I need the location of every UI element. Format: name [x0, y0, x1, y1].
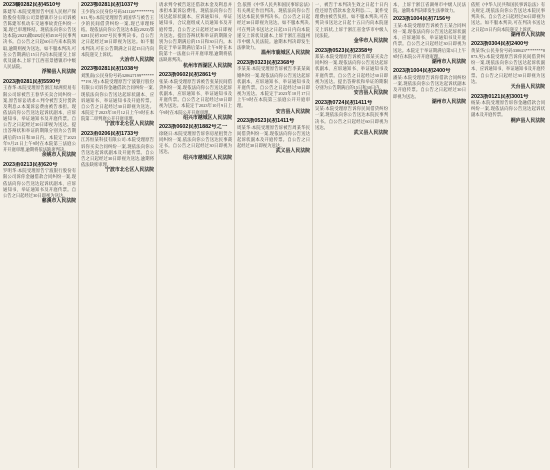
notice-body: 江苏恒某科技有限公司:本院受理原告诉你买卖合同纠纷一案,现依法向你公告送达起诉状副本及开庭传票。自公告之日起经过30日即视为送达,逾期将依法缺席审理。	[81, 137, 154, 168]
notice-court-signature: 绍兴市越城区人民法院	[183, 155, 232, 161]
court-notice	[81, 2, 154, 64]
notice-body: 一、被告于本判决生效之日起十日内偿还原告借款本金及利息;二、案件受理费由被告负担。如不服本判决,可在判决书送达之日起十五日内向本院递交上诉状,上诉于浙江省金华市中级人民法院。	[315, 2, 388, 38]
notice-body: 吴某:本院受理原告诉你民间借贷纠纷一案,现依法向你公告送达本院民事判决书。自公告之日起经过60日即视为送达。	[315, 106, 388, 130]
court-notice	[471, 94, 545, 126]
notice-body: 徐晓日:本院受理原告诉你房屋租赁合同纠纷一案,依法向你公告送达民事裁定书。自公告之日起经过30日即视为送达。	[159, 130, 232, 155]
court-notice	[159, 2, 232, 70]
notice-body: 杨某:本院受理原告诉你金融借款合同纠纷一案,现依法向你公告送达起诉状副本及开庭传票。	[471, 100, 545, 118]
notice-body: 刘凯南(公民身份号码320627199********191,男):本院受理原告宁波银行股份有限公司诉你金融借款合同纠纷一案,现依法向你公告送达起诉状副本、应诉通知书、举证通知书及开庭传票。自公告之日起经过30日即视为送达。本院定于2023年10月12日上午9时在本院第二审判庭公开开庭审理。	[81, 73, 154, 122]
notice-court-signature: 武义县人民法院	[353, 130, 388, 136]
notice-court-signature: 桐庐县人民法院	[510, 118, 545, 124]
notice-case-number: 2023浙1004民初7156号	[393, 16, 451, 23]
notice-court-signature: 慈溪市人民法院	[41, 199, 76, 205]
notice-body: 会,依照《中华人民共和国民事诉讼法》有关规定作出判决。现依法向你公告送达本院民事判决书。自公告之日起经过30日即视为送达。如不服本判决,可在判决书送达之日起15日内向本院递交上诉状及副本,上诉于浙江省温州市中级人民法院。逾期本判决即发生法律效力。	[237, 2, 310, 51]
notice-court-signature: 湖州市人民法院	[431, 99, 466, 105]
column-1	[1, 2, 79, 468]
column-2	[79, 2, 157, 468]
notice-court-signature: 宁波市北仑区人民法院	[105, 122, 154, 128]
court-notice	[81, 66, 154, 128]
notice-case-number: 2023浙0523民初1411号	[237, 118, 295, 125]
notice-court-signature: 安吉县人民法院	[275, 109, 310, 115]
notice-court-signature: 金华市人民法院	[353, 38, 388, 44]
notice-case-number: 2023浙0602民初1882号之一	[159, 124, 228, 131]
court-notice	[471, 2, 545, 39]
notice-body: 周某华:本院受理原告诉被告周某华民间借贷纠纷一案,现依法向你公告送达起诉状副本及开庭传票。自公告之日起经过30日即视为送达。	[237, 124, 310, 149]
column-5	[313, 2, 391, 468]
notice-case-number: 2023浙0523民初2358号	[315, 47, 373, 54]
notice-body: 陈建军:本院受理原告中国人民财产保险股份有限公司景德镇市分公司诉被告陈建军机动车交通事故责任纠纷一案,现已审理终结。现依法向你公告送达本院(2023)赣0282民初4510号民事判决书。自公告之日起60日内来本院领取,逾期则视为送达。如不服本判决,可在公告期满后15日内向本院递交上诉状及副本,上诉于江西省景德镇市中级人民法院。	[3, 8, 76, 69]
notice-court-signature: 大冶市人民法院	[119, 57, 154, 63]
notice-case-number: 2023浙0602民初2861号	[159, 72, 217, 79]
notice-body: 李某某:本院受理原告诉被告李某某离婚纠纷一案,现依法向你公告送达起诉状副本、应诉通知书、举证通知书及开庭传票。自公告之日起经过30日即视为送达。本院定于2023年10月17日上午9时在本院第三法庭公开开庭审理。	[237, 66, 310, 109]
notice-case-number: 2023浙0323民初2368号	[237, 59, 295, 66]
notice-court-signature: 浮梁县人民法院	[41, 70, 76, 76]
notice-case-number: 2023甬0206民初1733号	[81, 130, 139, 137]
court-notice	[393, 16, 466, 66]
notice-body: 请求判令被告返还借款本金及利息并承担本案诉讼费用。现依法向你公告送达起诉状副本、应诉通知书、举证通知书、合议庭组成人员通知书及开庭传票。自公告之日起经过30日即视为送达。提出答辩状和举证的期限分别为公告期满后的15日和30日内。本院定于举证期满后第3日上午9时在本院第十一法庭公开开庭审理,逾期将依法缺席判决。	[159, 2, 232, 63]
court-notice	[3, 162, 76, 206]
notice-court-signature: 安吉县人民法院	[353, 91, 388, 97]
notice-case-number: 2023鄂0281民初1038号	[81, 66, 139, 73]
court-notice	[315, 2, 388, 46]
notice-body: 潘某:本院受理原告诉你借款合同纠纷一案,现依法向你公告送达起诉状副本及开庭传票。自公告之日起经过30日即视为送达。	[393, 75, 466, 99]
notice-court-signature: 杭州市西湖区人民法院	[183, 63, 232, 69]
notice-court-signature: 天台县人民法院	[510, 84, 545, 90]
notice-case-number: 2023鄂0281民初1037号	[81, 2, 139, 8]
column-6	[391, 2, 469, 468]
column-4	[235, 2, 313, 468]
court-notice	[471, 41, 545, 91]
notice-body: 依照《中华人民共和国民事诉讼法》有关规定,现依法向你公告送达本院民事判决书。自公告之日起经过30日即视为送达。如不服本判决,可在判决书送达之日起15日内向本院递交上诉状。	[471, 2, 545, 32]
notice-court-signature: 余姚市人民法院	[41, 153, 76, 159]
notice-body: 王某:本院受理原告诉被告王某合同纠纷一案,现依法向你公告送达起诉状副本、应诉通知书、举证通知书及开庭传票。自公告之日起经过30日即视为送达。本院定于举证期满后第3日上午9时在本院公开开庭审理。	[393, 22, 466, 59]
notice-case-number: 2023甬0213民初620号	[3, 161, 58, 168]
notice-court-signature: 湖州市人民法院	[431, 59, 466, 65]
court-notice	[159, 124, 232, 162]
notice-body: 王春华:本院受理原告浙江绿洲贸易有限公司诉被告王春华买卖合同纠纷一案,原告诉讼请求:1.判令被告支付货款及利息;2.本案诉讼费由被告承担。现依法向你公告送达起诉状副本、应诉通知书、举证通知书及开庭传票。自公告之日起经过30日即视为送达。提出答辩状和举证的期限分别为公告期满后的15日和30日内。本院定于2023年9月21日上午9时在本院第三法庭公开开庭审理,逾期将依法缺席判决。	[3, 85, 76, 152]
court-notice	[393, 68, 466, 106]
notice-court-signature: 温州市鹿城区人民法院	[261, 51, 310, 57]
notice-court-signature: 武义县人民法院	[275, 149, 310, 155]
court-notice	[3, 2, 76, 77]
notice-body: 罗明华:本院受理原告宁波银行股份有限公司诉你金融借款合同纠纷一案,现依法向你公告送达起诉状副本、应诉通知书、举证通知书及开庭传票。自公告之日起经过30日即视为送达。	[3, 168, 76, 198]
notice-case-number: 2023赣0282民初4510号	[3, 2, 61, 8]
notice-court-signature: 湖州市人民法院	[510, 32, 545, 38]
court-notice	[315, 100, 388, 138]
notice-body: 本、上诉于浙江省湖州市中级人民法院。逾期本判决即发生法律效力。	[393, 2, 466, 14]
notice-case-number: 2023浙0121民初3001号	[471, 93, 529, 100]
court-notice	[237, 118, 310, 156]
notice-court-signature: 绍兴市越城区人民法院	[183, 115, 232, 121]
column-7	[469, 2, 547, 468]
column-3	[157, 2, 235, 468]
notice-body: 郑某:本院受理原告诉被告郑某买卖合同纠纷一案,现依法向你公告送达起诉状副本、应诉通知书、举证通知书及开庭传票。自公告之日起经过30日即视为送达。提出答辩状和举证的期限分别为公告期满后的15日和30日内。	[315, 54, 388, 90]
notice-body: 黄某华(公民身份号码330623********8873,男):本院受理原告诉你民间借贷纠纷一案,现依法向你公告送达起诉状副本、应诉通知书、举证通知书及开庭传票。自公告之日起经过30日即视为送达。	[471, 47, 545, 84]
notice-body: 张某:本院受理原告诉被告张某民间借贷纠纷一案,现依法向你公告送达起诉状副本、应诉通知书、举证通知书及开庭传票。自公告之日起经过30日即视为送达。本院定于2023年10月9日上午9时在本院公开开庭审理。	[159, 78, 232, 115]
notice-case-number: 2023浙0724民初1411号	[315, 99, 373, 106]
notice-body: 王少的(公民身份号码341126********5611,男):本院受理原告刘国华与被告王少的民间借贷纠纷一案,现已审理终结。现依法向你公告送达本院(2023)鄂0281民初1037号民事判决书。自公告之日起经过30日即视为送达。如不服本判决,可在公告期满之日起15日内向本院递交上诉状。	[81, 8, 154, 57]
notice-case-number: 2023浙1004民初2400号	[393, 68, 451, 75]
court-notice	[159, 72, 232, 122]
notice-court-signature: 宁波市北仑区人民法院	[105, 168, 154, 174]
court-notice	[315, 48, 388, 98]
court-notice	[237, 60, 310, 116]
court-notice	[81, 131, 154, 175]
notice-case-number: 2023浙0281民初5590号	[3, 78, 61, 85]
notice-case-number: 2023浙0304民初2400号	[471, 41, 529, 48]
court-notice	[3, 79, 76, 160]
court-notice	[237, 2, 310, 58]
court-notice	[393, 2, 466, 14]
